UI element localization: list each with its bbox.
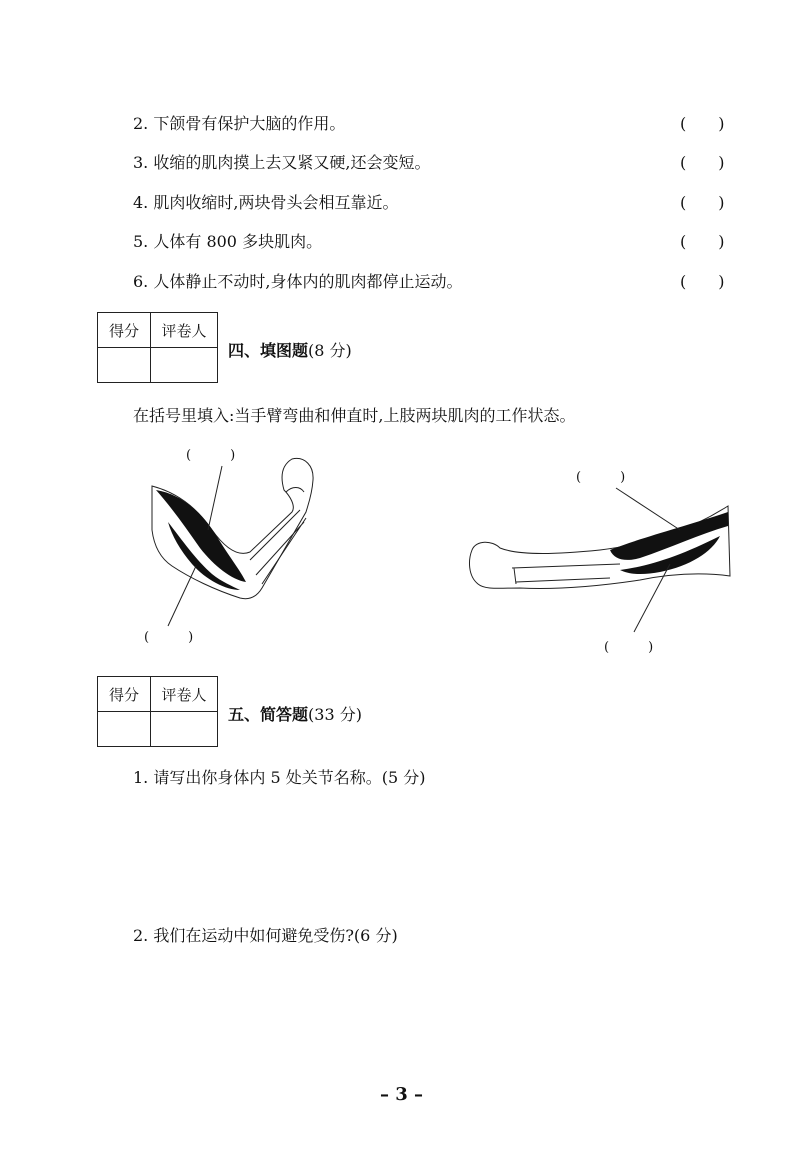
answer-blank[interactable]: ( ) <box>680 153 725 172</box>
leader-line-top-right <box>616 488 680 530</box>
blank-straight-top[interactable]: ( ) <box>576 470 626 485</box>
score-label: 得分 <box>98 677 151 712</box>
bent-arm-muscles <box>156 490 246 590</box>
blank-bent-top[interactable]: ( ) <box>186 448 236 463</box>
leader-line-top-left <box>208 466 222 530</box>
short-answer-question-2: 2. 我们在运动中如何避免受伤?(6 分) <box>133 926 398 945</box>
judgment-question-5: 5. 人体有 800 多块肌肉。 <box>133 232 323 251</box>
answer-blank[interactable]: ( ) <box>680 272 725 291</box>
score-table <box>97 676 218 747</box>
short-answer-question-1: 1. 请写出你身体内 5 处关节名称。(5 分) <box>133 768 426 787</box>
section-4-instruction: 在括号里填入:当手臂弯曲和伸直时,上肢两块肌肉的工作状态。 <box>133 406 576 425</box>
answer-blank[interactable]: ( ) <box>680 114 725 133</box>
judgment-question-6: 6. 人体静止不动时,身体内的肌肉都停止运动。 <box>133 272 463 291</box>
judgment-question-3: 3. 收缩的肌肉摸上去又紧又硬,还会变短。 <box>133 153 431 172</box>
judgment-question-4: 4. 肌肉收缩时,两块骨头会相互靠近。 <box>133 193 399 212</box>
grader-label: 评卷人 <box>151 677 218 712</box>
section-5-points: (33 分) <box>308 705 362 724</box>
straight-arm-muscles <box>610 512 728 574</box>
section-5-heading <box>228 702 362 725</box>
section-4-title: 四、填图题 <box>228 341 309 360</box>
leader-line-bottom-left <box>168 566 196 626</box>
section-5-title: 五、简答题 <box>228 705 309 724</box>
grader-label: 评卷人 <box>151 313 218 348</box>
leader-line-bottom-right <box>634 564 670 632</box>
blank-straight-bottom[interactable]: ( ) <box>604 640 654 655</box>
section-4-points: (8 分) <box>308 341 352 360</box>
judgment-question-2: 2. 下颌骨有保护大脑的作用。 <box>133 114 346 133</box>
score-cell[interactable] <box>98 712 151 747</box>
page-number: – 3 – <box>380 1084 424 1105</box>
answer-blank[interactable]: ( ) <box>680 193 725 212</box>
straight-arm-illustration <box>470 506 730 589</box>
grader-cell[interactable] <box>151 712 218 747</box>
score-label: 得分 <box>98 313 151 348</box>
bent-arm-illustration <box>152 458 313 598</box>
blank-bent-bottom[interactable]: ( ) <box>144 630 194 645</box>
answer-blank[interactable]: ( ) <box>680 232 725 251</box>
